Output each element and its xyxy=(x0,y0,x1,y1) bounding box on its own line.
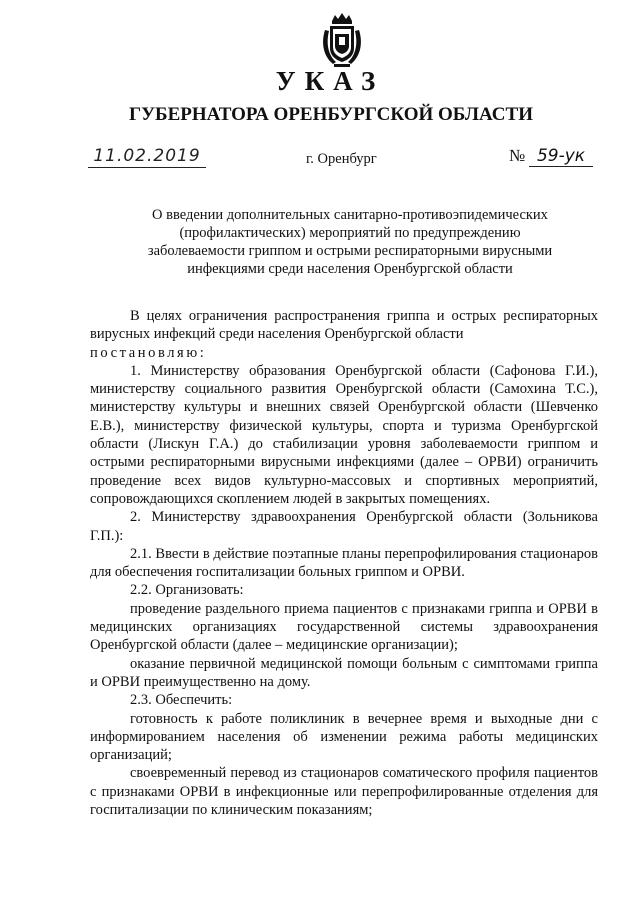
document-date: 11.02.2019 xyxy=(88,146,206,168)
document-title xyxy=(140,206,560,278)
paragraph: 1. Министерству образования Оренбургской области (Сафонова Г.И.), министерству социального развития Оренбургской области (Самохина Т.С.), министерству культуры и внешних связей Оренбургской области (Шевченко Е.В.), министерству физической культуры, спорта и туризма Оренбургской области (Лискун Г.А.) до стабилизации уровня заболеваемости гриппом и острыми респираторными вирусными инфекциями (далее – ОРВИ) ограничить проведение всех видов культурно-массовых и спортивных мероприятий, сопровождающихся скоплением людей в закрытых помещениях. xyxy=(90,362,598,507)
title-line: (профилактических) мероприятий по предупреждению xyxy=(179,225,521,241)
paragraph: 2.2. Организовать: xyxy=(130,582,244,599)
paragraph: оказание первичной медицинской помощи больным с симптомами гриппа и ОРВИ преимущественно на дому. xyxy=(90,655,598,690)
decree-word: постановляю: xyxy=(90,344,207,361)
document-number-block xyxy=(509,146,593,166)
paragraph: 2.1. Ввести в действие поэтапные планы перепрофилирования стационаров для обеспечения госпитализации больных гриппом и ОРВИ. xyxy=(90,545,598,581)
document-city: г. Оренбург xyxy=(306,151,377,167)
issuer-title: ГУБЕРНАТОРА ОРЕНБУРГСКОЙ ОБЛАСТИ xyxy=(129,104,533,125)
document-type: УКАЗ xyxy=(275,66,385,96)
paragraph: своевременный перевод из стационаров соматического профиля пациентов с признаками ОРВИ в инфекционные или перепрофилированные отделения для госпитализации по клиническим показаниям; xyxy=(90,765,598,819)
paragraph: проведение раздельного приема пациентов с признаками гриппа и ОРВИ в медицинских организациях государственной системы здравоохранения Оренбургской области (далее – медицинские организации); xyxy=(90,600,598,654)
paragraph: готовность к работе поликлиник в вечернее время и выходные дни с информированием населения об изменении режима работы медицинских организаций; xyxy=(90,710,598,764)
preamble: В целях ограничения распространения гриппа и острых респираторных вирусных инфекций среди населения Оренбургской области xyxy=(90,308,598,343)
title-line: инфекциями среди населения Оренбургской области xyxy=(187,261,513,277)
coat-of-arms-icon xyxy=(319,12,365,68)
paragraph: 2. Министерству здравоохранения Оренбургской области (Зольникова Г.П.): xyxy=(90,509,598,544)
document-number: 59-ук xyxy=(529,146,593,167)
title-line: О введении дополнительных санитарно-противоэпидемических xyxy=(152,207,548,223)
document-body xyxy=(90,307,598,819)
title-line: заболеваемости гриппом и острыми респираторными вирусными xyxy=(147,243,553,259)
number-sign: № xyxy=(509,146,526,165)
paragraph: 2.3. Обеспечить: xyxy=(130,692,233,709)
